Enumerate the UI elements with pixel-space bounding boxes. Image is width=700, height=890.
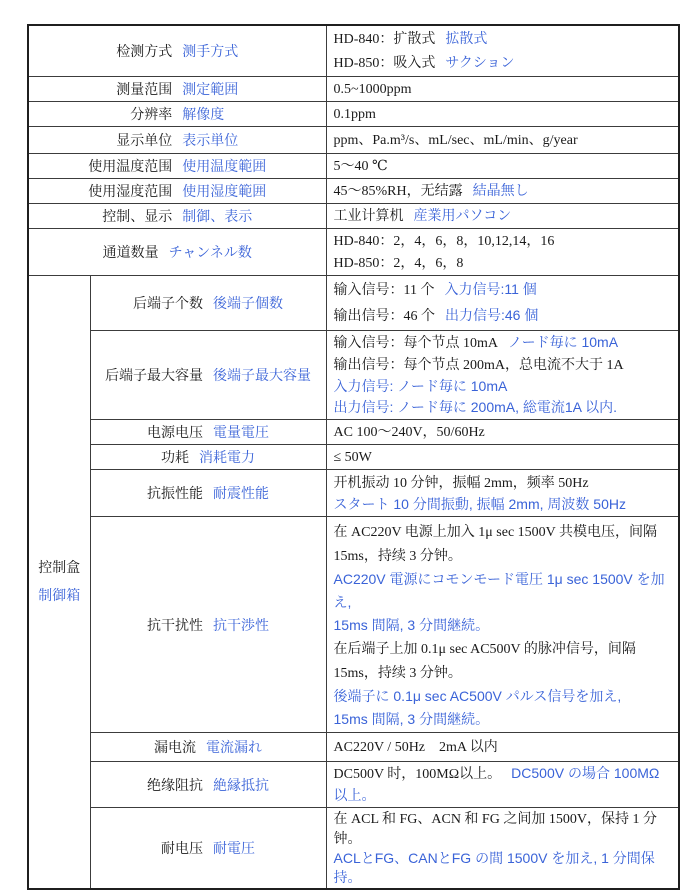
rear-terminal-max-capacity-value-line-3 [334, 376, 672, 397]
interference-resistance-value-japanese-text: 15ms 間隔, 3 分間継続。 [333, 711, 490, 727]
power-voltage-label-chinese-text: 电源电压 [147, 426, 203, 441]
operating-humidity-range-label-cell [28, 179, 326, 204]
insulation-resistance-label-chinese-text: 绝缘阻抗 [147, 778, 203, 794]
interference-resistance-value-cell [326, 517, 679, 733]
detection-method-value-line-1 [334, 27, 672, 51]
withstand-voltage-label-chinese-text: 耐电压 [161, 842, 203, 857]
control-display-value-cell [326, 204, 679, 229]
display-units-label-chinese-text: 显示单位 [116, 134, 173, 149]
vibration-resistance-value-japanese-text: スタート 10 分間振動, 振幅 2mm, 周波数 50Hz [333, 495, 626, 512]
resolution-label-cell [28, 102, 326, 127]
power-consumption-value-line-1 [334, 446, 672, 468]
rear-terminal-max-capacity-value-japanese-text: 出力信号: ノード毎に 200mA, 総電流1A 以内. [333, 399, 618, 415]
operating-temperature-range-label-chinese-text: 使用温度范围 [88, 160, 173, 175]
spec-row-interference-resistance [28, 517, 679, 733]
leakage-current-value-cell [326, 733, 679, 762]
leakage-current-label-chinese-text: 漏电流 [154, 741, 196, 756]
spec-row-operating-temperature-range [28, 154, 679, 179]
channel-count-value-cell [326, 229, 679, 276]
interference-resistance-value-line-5 [334, 637, 672, 661]
vibration-resistance-value-chinese-text: 开机振动 10 分钟，振幅 2mm，频率 50Hz [333, 475, 589, 491]
rear-terminal-count-value-line-1 [334, 277, 672, 303]
control-display-label-chinese-text: 控制、显示 [102, 210, 173, 225]
rear-terminal-max-capacity-value-japanese-text: ノード毎に 10mA [508, 334, 619, 350]
channel-count-value-chinese-text: HD-840：2，4，6，8，10,12,14，16 [333, 234, 555, 249]
channel-count-value-line-1 [334, 230, 672, 252]
specification-table [27, 24, 680, 890]
rear-terminal-max-capacity-label-chinese-text: 后端子最大容量 [105, 369, 203, 384]
rear-terminal-count-value-japanese-text: 出力信号:46 個 [445, 307, 539, 323]
interference-resistance-value-line-6 [334, 661, 672, 685]
spec-row-channel-count [28, 229, 679, 276]
spec-row-measuring-range [28, 77, 679, 102]
resolution-value-chinese-text: 0.1ppm [333, 107, 376, 122]
leakage-current-value-line-1 [334, 736, 672, 758]
rear-terminal-count-label-cell [90, 276, 326, 331]
withstand-voltage-value-cell [326, 808, 679, 890]
rear-terminal-count-value-chinese-text: 输出信号：46 个 [333, 309, 435, 324]
channel-count-label-cell [28, 229, 326, 276]
insulation-resistance-value-chinese-text: DC500V 时，100MΩ以上。 [333, 767, 502, 782]
power-consumption-value-chinese-text: ≤ 50W [333, 450, 372, 465]
measuring-range-label-chinese-text: 测量范围 [116, 83, 173, 98]
operating-humidity-range-label-japanese-text: 使用湿度範囲 [182, 183, 267, 199]
interference-resistance-value-chinese-text: 15ms，持续 3 分钟。 [333, 549, 462, 564]
withstand-voltage-value-japanese-text: ACLとFG、CANとFG の間 1500V を加え, 1 分間保持。 [333, 850, 655, 885]
detection-method-value-line-2 [334, 51, 672, 75]
operating-humidity-range-value-japanese-text: 結晶無し [472, 182, 529, 198]
spec-row-leakage-current [28, 733, 679, 762]
rear-terminal-count-value-line-2 [334, 303, 672, 329]
group-cell-control-box [28, 276, 90, 890]
rear-terminal-count-value-japanese-text: 入力信号:11 個 [444, 281, 537, 297]
operating-temperature-range-label-cell [28, 154, 326, 179]
power-voltage-label-japanese-text: 電量電圧 [213, 424, 269, 440]
spec-row-resolution [28, 102, 679, 127]
control-display-value-japanese-text: 産業用パソコン [413, 207, 512, 223]
insulation-resistance-value-japanese-text: DC500V の場合 100MΩ以上。 [333, 765, 660, 803]
power-voltage-value-cell [326, 420, 679, 445]
display-units-value-cell [326, 127, 679, 154]
operating-humidity-range-value-cell [326, 179, 679, 204]
insulation-resistance-label-japanese-text: 絶縁抵抗 [213, 776, 269, 793]
rear-terminal-count-value-chinese-text: 输入信号：11 个 [333, 283, 435, 298]
interference-resistance-label-japanese-text: 抗干渉性 [213, 616, 269, 633]
rear-terminal-max-capacity-value-line-4 [334, 397, 672, 418]
operating-humidity-range-label-chinese-text: 使用湿度范围 [88, 185, 173, 200]
spec-row-control-display [28, 204, 679, 229]
rear-terminal-max-capacity-value-cell [326, 331, 679, 420]
measuring-range-label-cell [28, 77, 326, 102]
interference-resistance-value-line-1 [334, 520, 672, 544]
detection-method-value-japanese-text: 拡散式 [445, 30, 488, 46]
rear-terminal-count-label-chinese-text: 后端子个数 [133, 297, 203, 312]
vibration-resistance-label-chinese-text: 抗振性能 [147, 487, 203, 502]
interference-resistance-value-line-4 [334, 614, 672, 637]
vibration-resistance-value-line-2 [334, 494, 672, 515]
operating-temperature-range-value-chinese-text: 5～40 ℃ [333, 159, 388, 174]
operating-temperature-range-value-line-1 [334, 155, 672, 177]
power-consumption-label-chinese-text: 功耗 [161, 451, 189, 466]
display-units-value-chinese-text: ppm、Pa.m³/s、mL/sec、mL/min、g/year [333, 133, 578, 148]
spec-row-vibration-resistance [28, 470, 679, 517]
vibration-resistance-label-cell [90, 470, 326, 517]
measuring-range-value-line-1 [334, 78, 672, 100]
measuring-range-value-chinese-text: 0.5~1000ppm [333, 82, 412, 97]
rear-terminal-max-capacity-value-line-1 [334, 332, 672, 354]
power-consumption-value-cell [326, 445, 679, 470]
control-display-label-japanese-text: 制御、表示 [182, 208, 253, 224]
interference-resistance-value-japanese-text: AC220V 電源にコモンモード電圧 1μ sec 1500V を加え, [333, 571, 665, 610]
interference-resistance-value-line-8 [334, 708, 672, 731]
withstand-voltage-value-chinese-text: 在 ACL 和 FG、ACN 和 FG 之间加 1500V，保持 1 分钟。 [333, 812, 657, 847]
spec-row-rear-terminal-count [28, 276, 679, 331]
detection-method-value-chinese-text: HD-850：吸入式 [333, 56, 436, 71]
rear-terminal-max-capacity-value-chinese-text: 输入信号：每个节点 10mA [333, 336, 498, 351]
withstand-voltage-label-cell [90, 808, 326, 890]
spec-row-insulation-resistance [28, 762, 679, 808]
display-units-value-line-1 [334, 129, 672, 151]
insulation-resistance-label-cell [90, 762, 326, 808]
leakage-current-label-cell [90, 733, 326, 762]
resolution-label-japanese-text: 解像度 [182, 106, 225, 122]
operating-humidity-range-value-chinese-text: 45～85%RH，无结露 [333, 184, 463, 199]
measuring-range-value-cell [326, 77, 679, 102]
spec-row-withstand-voltage [28, 808, 679, 890]
vibration-resistance-value-cell [326, 470, 679, 517]
resolution-label-chinese-text: 分辨率 [130, 108, 173, 123]
insulation-resistance-value-line-1 [334, 763, 672, 806]
channel-count-label-chinese-text: 通道数量 [102, 246, 159, 261]
spec-row-operating-humidity-range [28, 179, 679, 204]
control-display-value-line-1 [334, 205, 672, 227]
detection-method-value-chinese-text: HD-840：扩散式 [333, 32, 436, 47]
leakage-current-label-japanese-text: 電流漏れ [206, 739, 262, 755]
detection-method-label-japanese-text: 测手方式 [182, 43, 239, 59]
interference-resistance-label-cell [90, 517, 326, 733]
group-label-japanese: 制御箱 [38, 587, 81, 603]
power-voltage-value-chinese-text: AC 100～240V，50/60Hz [333, 425, 485, 440]
interference-resistance-value-chinese-text: 在 AC220V 电源上加入 1μ sec 1500V 共模电压，间隔 [333, 525, 658, 540]
withstand-voltage-label-japanese-text: 耐電圧 [213, 840, 255, 856]
interference-resistance-value-line-3 [334, 568, 672, 614]
withstand-voltage-value-line-2 [334, 849, 672, 887]
interference-resistance-value-chinese-text: 15ms，持续 3 分钟。 [333, 666, 462, 681]
spec-table-body [28, 25, 679, 889]
power-voltage-label-cell [90, 420, 326, 445]
interference-resistance-value-japanese-text: 15ms 間隔, 3 分間継続。 [333, 617, 490, 633]
control-display-label-cell [28, 204, 326, 229]
leakage-current-value-chinese-text: AC220V / 50Hz 2mA 以内 [333, 740, 498, 755]
rear-terminal-count-label-japanese-text: 後端子個数 [213, 295, 283, 311]
interference-resistance-label-chinese-text: 抗干扰性 [147, 618, 203, 634]
withstand-voltage-value-line-1 [334, 809, 672, 849]
detection-method-label-cell [28, 25, 326, 77]
group-label-chinese: 控制盒 [38, 561, 81, 576]
channel-count-value-line-2 [334, 252, 672, 274]
detection-method-value-cell [326, 25, 679, 77]
vibration-resistance-value-line-1 [334, 472, 672, 494]
detection-method-label-chinese-text: 检测方式 [116, 45, 173, 60]
channel-count-label-japanese-text: チャンネル数 [168, 244, 252, 260]
power-voltage-value-line-1 [334, 421, 672, 443]
rear-terminal-max-capacity-value-line-2 [334, 354, 672, 376]
operating-temperature-range-value-cell [326, 154, 679, 179]
rear-terminal-max-capacity-value-chinese-text: 输出信号：每个节点 200mA，总电流不大于 1A [333, 358, 624, 373]
channel-count-value-chinese-text: HD-850：2，4，6，8 [333, 256, 464, 271]
vibration-resistance-label-japanese-text: 耐震性能 [213, 485, 269, 501]
rear-terminal-max-capacity-value-japanese-text: 入力信号: ノード毎に 10mA [333, 378, 508, 394]
spec-row-power-voltage [28, 420, 679, 445]
rear-terminal-count-value-cell [326, 276, 679, 331]
spec-row-rear-terminal-max-capacity [28, 331, 679, 420]
measuring-range-label-japanese-text: 測定範囲 [182, 81, 239, 97]
rear-terminal-max-capacity-label-cell [90, 331, 326, 420]
spec-row-display-units [28, 127, 679, 154]
display-units-label-cell [28, 127, 326, 154]
interference-resistance-value-japanese-text: 後端子に 0.1μ sec AC500V パルス信号を加え, [333, 688, 622, 704]
operating-temperature-range-label-japanese-text: 使用温度範囲 [182, 158, 267, 174]
interference-resistance-value-chinese-text: 在后端子上加 0.1μ sec AC500V 的脉冲信号，间隔 [333, 642, 636, 657]
power-consumption-label-japanese-text: 消耗電力 [199, 449, 255, 465]
spec-row-detection-method [28, 25, 679, 77]
resolution-value-line-1 [334, 103, 672, 125]
spec-row-power-consumption [28, 445, 679, 470]
display-units-label-japanese-text: 表示単位 [182, 132, 239, 148]
insulation-resistance-value-cell [326, 762, 679, 808]
interference-resistance-value-line-7 [334, 685, 672, 708]
power-consumption-label-cell [90, 445, 326, 470]
operating-humidity-range-value-line-1 [334, 180, 672, 202]
resolution-value-cell [326, 102, 679, 127]
rear-terminal-max-capacity-label-japanese-text: 後端子最大容量 [213, 367, 311, 383]
interference-resistance-value-line-2 [334, 544, 672, 568]
control-display-value-chinese-text: 工业计算机 [333, 209, 404, 224]
detection-method-value-japanese-text: サクション [445, 54, 515, 70]
